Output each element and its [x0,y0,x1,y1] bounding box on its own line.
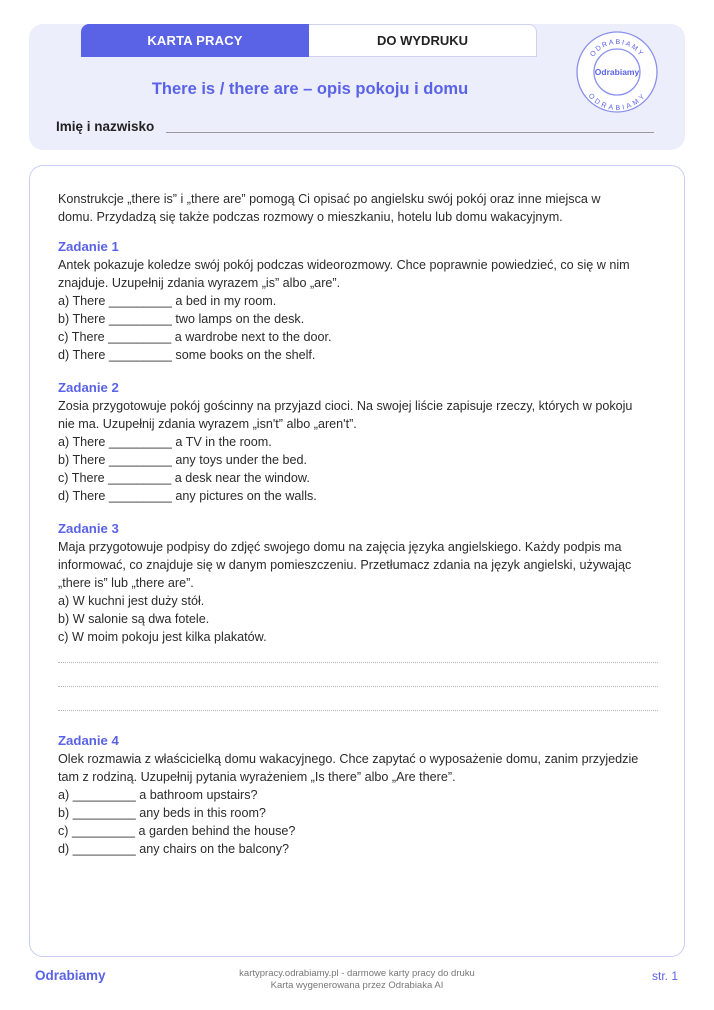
footer-brand[interactable]: Odrabiamy [35,968,106,983]
intro-line: Konstrukcje „there is” i „there are” pomogą Ci opisać po angielsku swój pokój oraz inne miejsca w [58,192,601,206]
task-3 [58,520,658,717]
task-2 [58,379,658,505]
footer-line: Karta wygenerowana przez Odrabiaka AI [270,980,444,991]
task-item: d) _________ any chairs on the balcony? [58,842,290,856]
task-title: Zadanie 4 [58,733,119,748]
task-4 [58,732,658,858]
description-line: Antek pokazuje koledze swój pokój podczas wideorozmowy. Chce poprawnie powiedzieć, co się w nim [58,258,630,272]
task-item: c) There _________ a desk near the window. [58,471,310,485]
task-title: Zadanie 3 [58,521,119,536]
task-item: a) There _________ a TV in the room. [58,435,272,449]
task-item: d) There _________ any pictures on the walls. [58,489,317,503]
footer-info [180,968,534,992]
stamp-bottom-text: ODRABIAMY [586,92,648,113]
footer-line: kartypracy.odrabiamy.pl - darmowe karty pracy do druku [239,968,475,979]
description-line: tam z rodziną. Uzupełnij pytania wyrażeniem „Is there” albo „Are there”. [58,770,456,784]
description-line: nie ma. Uzupełnij zdania wyrazem „isn't” albo „aren't”. [58,417,357,431]
task-item: a) _________ a bathroom upstairs? [58,788,258,802]
task-item: c) _________ a garden behind the house? [58,824,296,838]
task-item: c) W moim pokoju jest kilka plakatów. [58,630,267,644]
task-item: d) There _________ some books on the shelf. [58,348,316,362]
page-number: str. 1 [651,969,678,983]
task-item: a) There _________ a bed in my room. [58,294,277,308]
task-description [58,538,658,592]
description-line: Olek rozmawia z właścicielką domu wakacyjnego. Chce zapytać o wyposażenie domu, zanim przyjedzie [58,752,639,766]
intro-paragraph [58,190,658,226]
task-title: Zadanie 1 [58,239,119,254]
task-description [58,750,658,786]
task-title: Zadanie 2 [58,380,119,395]
tab-karta-pracy[interactable]: KARTA PRACY [81,24,309,57]
description-line: „there is” lub „there are”. [58,576,194,590]
description-line: Maja przygotowuje podpisy do zdjęć swojego domu na zajęcia języka angielskiego. Każdy podpis ma [58,540,622,554]
worksheet-content [58,190,658,873]
task-item: b) There _________ two lamps on the desk. [58,312,305,326]
task-item: c) There _________ a wardrobe next to the door. [58,330,332,344]
task-1 [58,238,658,364]
description-line: Zosia przygotowuje pokój gościnny na przyjazd cioci. Na swojej liście zapisuje rzeczy, których w pokoju [58,399,633,413]
task-item: a) W kuchni jest duży stół. [58,594,205,608]
tab-do-wydruku[interactable]: DO WYDRUKU [309,24,537,57]
task-item: b) There _________ any toys under the bed. [58,453,308,467]
odrabiamy-stamp-logo [575,30,659,114]
intro-line: domu. Przydadzą się także podczas rozmowy o mieszkaniu, hotelu lub domu wakacyjnym. [58,210,563,224]
name-line [166,132,654,133]
stamp-top-text: ODRABIAMY [589,38,645,59]
description-line: znajduje. Uzupełnij zdania wyrazem „is” albo „are”. [58,276,341,290]
name-label: Imię i nazwisko [56,119,155,134]
description-line: informować, co znajduje się w danym pomieszczeniu. Przetłumacz zdania na język angielski, używając [58,558,632,572]
task-item: b) _________ any beds in this room? [58,806,266,820]
task-item: b) W salonie są dwa fotele. [58,612,210,626]
worksheet-title: There is / there are – opis pokoju i domu [151,80,469,98]
stamp-center-text: Odrabiamy [594,67,640,77]
task-description [58,397,658,433]
task-description [58,256,658,292]
